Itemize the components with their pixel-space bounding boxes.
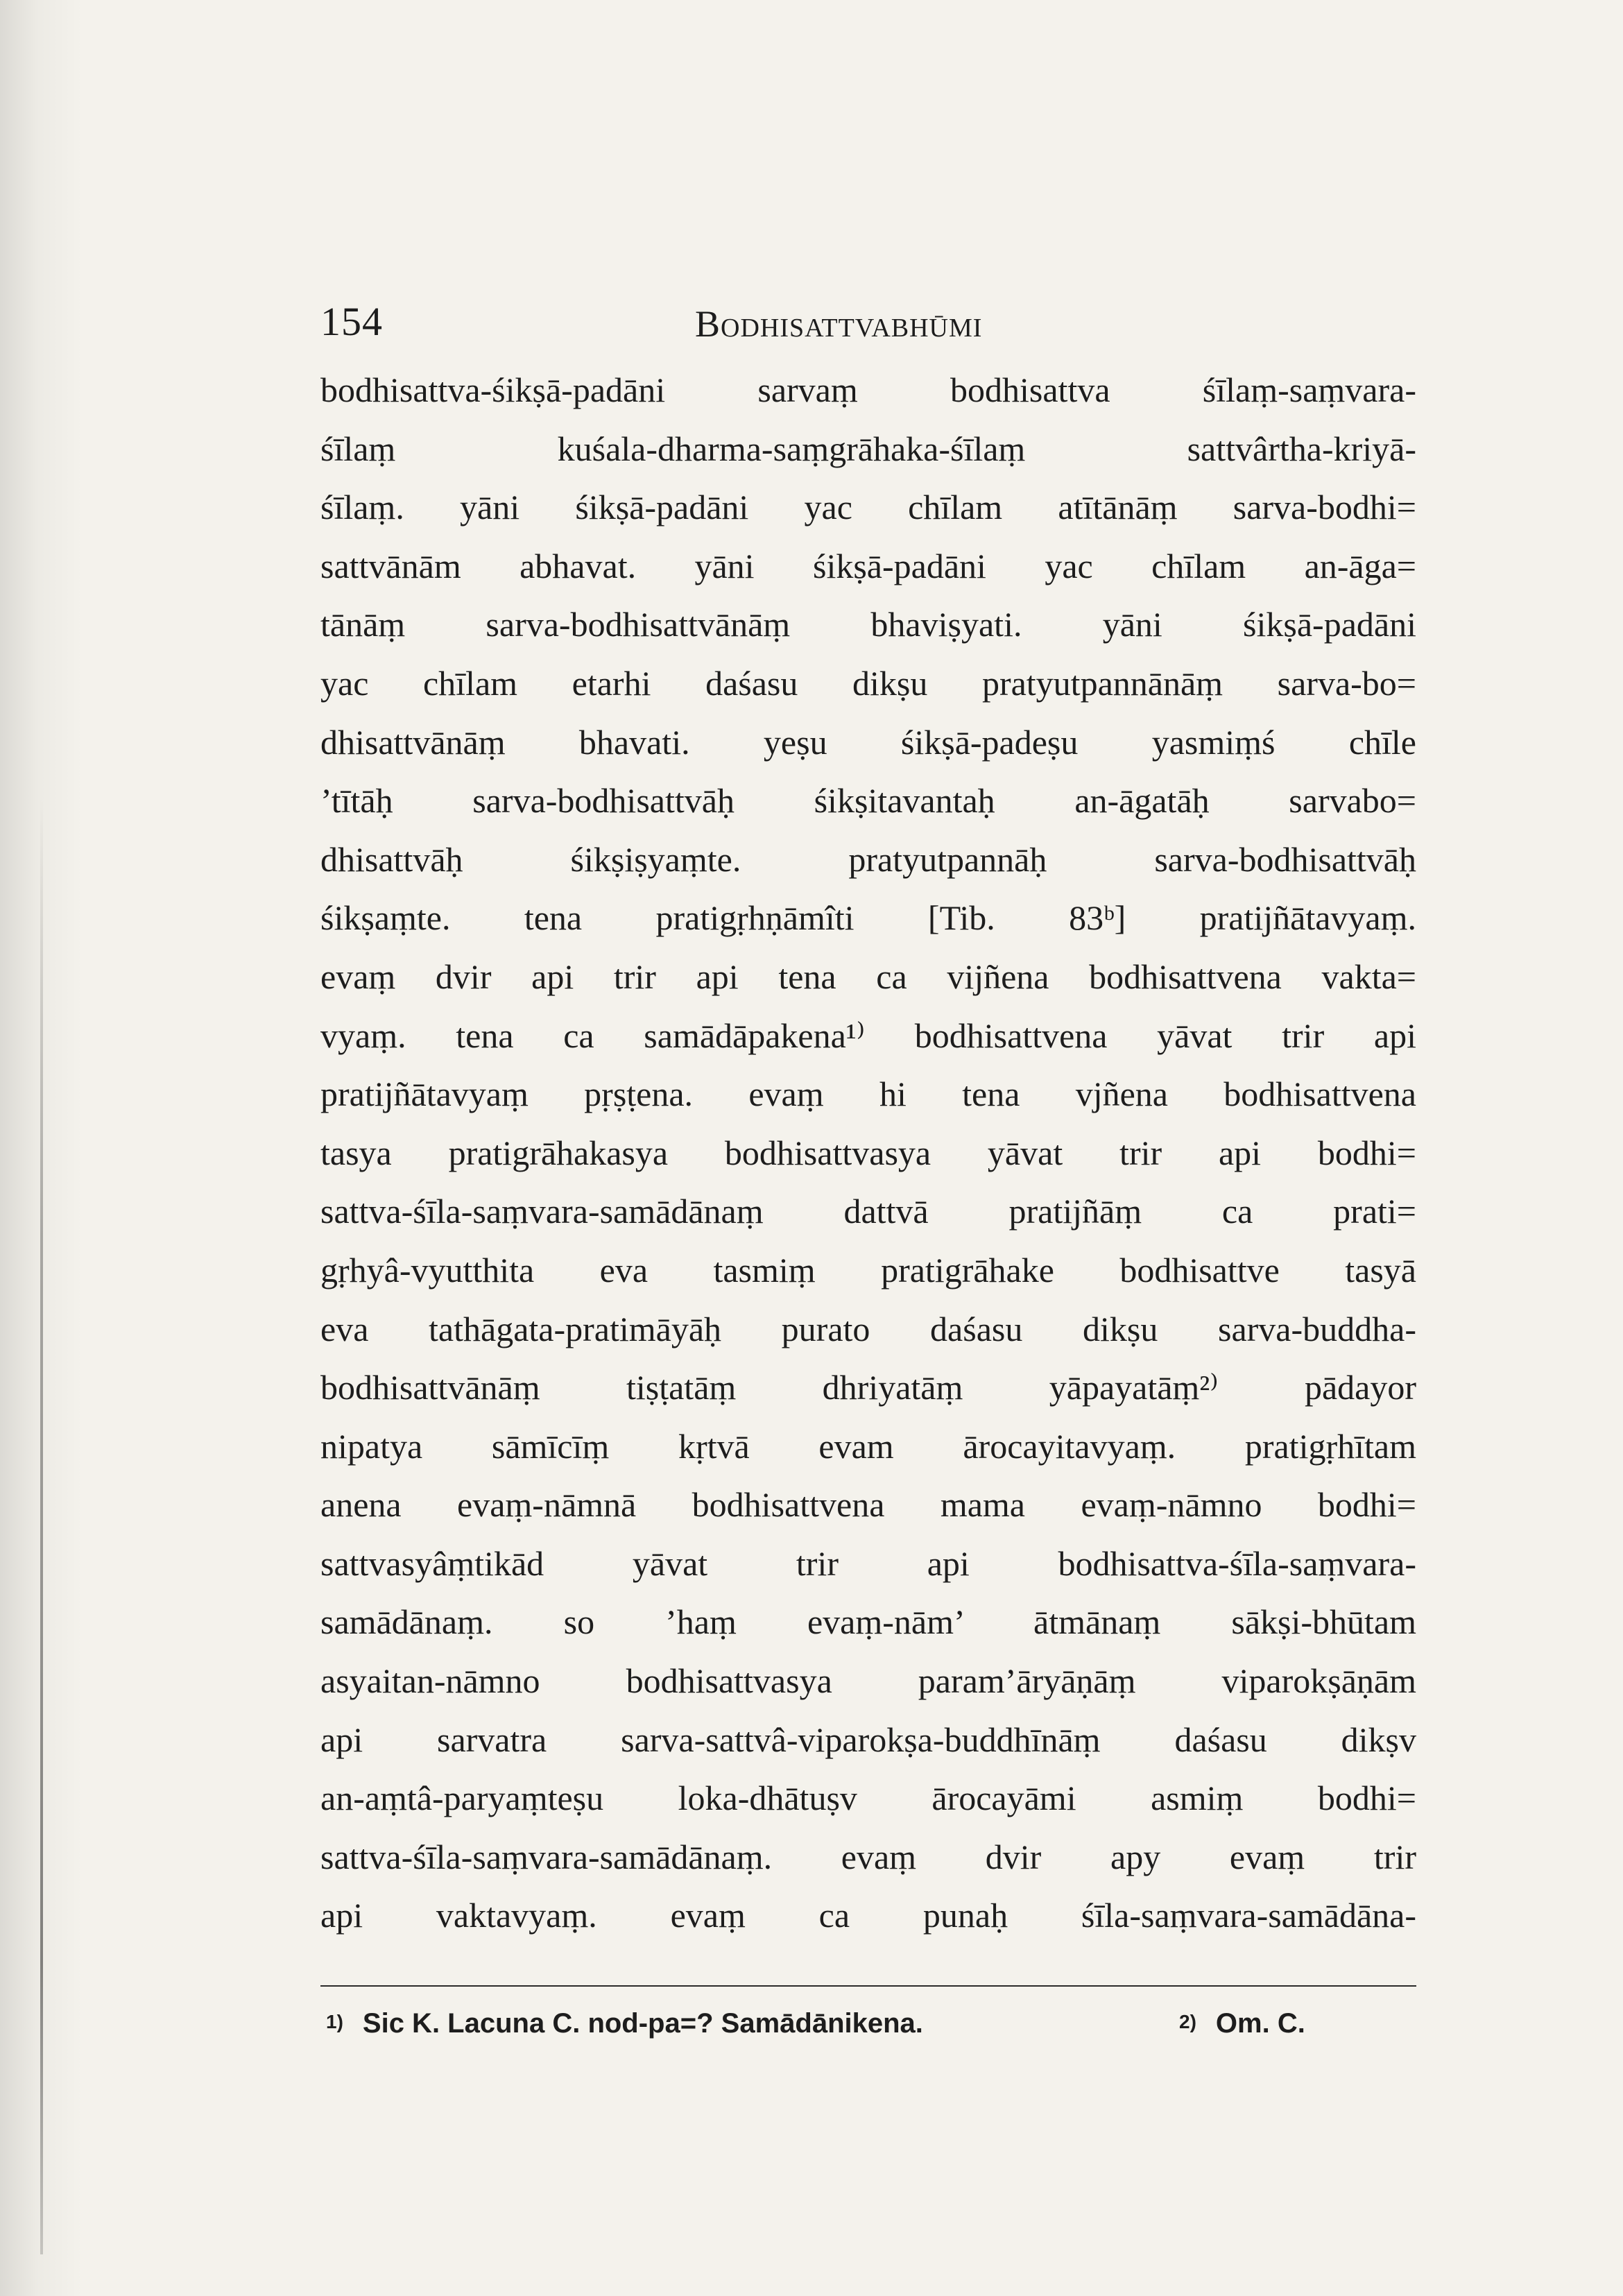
text-line: api vaktavyaṃ. evaṃ ca punaḥ śīla-saṃvara-samādāna- [320, 1896, 1416, 1935]
footnote-marker: 1) [326, 2011, 343, 2032]
text-line: asyaitan-nāmno bodhisattvasya param’āryāṇāṃ viparokṣāṇām [320, 1661, 1416, 1701]
text-line: bodhisattva-śikṣā-padāni sarvaṃ bodhisattva śīlaṃ-saṃvara- [320, 370, 1416, 409]
text-line: sattva-śīla-saṃvara-samādānaṃ. evaṃ dvir apy evaṃ trir [320, 1837, 1416, 1876]
footnote-2 [1179, 1998, 1305, 2048]
text-line: anena evaṃ-nāmnā bodhisattvena mama evaṃ-nāmno bodhi= [320, 1485, 1416, 1525]
text-line: ’tītāḥ sarva-bodhisattvāḥ śikṣitavantaḥ an-āgatāḥ sarvabo= [320, 781, 1416, 821]
text-line: śikṣaṃte. tena pratigṛhṇāmîti [Tib. 83ᵇ] pratijñātavyaṃ. [320, 898, 1416, 938]
text-line: dhisattvānāṃ bhavati. yeṣu śikṣā-padeṣu yasmiṃś chīle [320, 722, 1416, 762]
footnote-1 [326, 1998, 923, 2048]
footnote-divider [320, 1985, 1416, 1987]
gutter-line [40, 798, 43, 2254]
page-number: 154 [320, 299, 383, 344]
text-line: pratijñātavyaṃ pṛṣṭena. evaṃ hi tena vjñena bodhisattvena [320, 1074, 1416, 1114]
text-line: sattvānām abhavat. yāni śikṣā-padāni yac chīlam an-āga= [320, 546, 1416, 585]
text-line: nipatya sāmīcīṃ kṛtvā evam ārocayitavyaṃ. pratigṛhītam [320, 1426, 1416, 1466]
text-line: samādānaṃ. so ’haṃ evaṃ-nām’ ātmānaṃ sākṣi-bhūtam [320, 1602, 1416, 1642]
body-text [320, 361, 1416, 1945]
footnotes [326, 1998, 1415, 2046]
text-line: an-aṃtâ-paryaṃteṣu loka-dhātuṣv ārocayāmi asmiṃ bodhi= [320, 1779, 1416, 1818]
text-line: dhisattvāḥ śikṣiṣyaṃte. pratyutpannāḥ sarva-bodhisattvāḥ [320, 839, 1416, 879]
footnote-marker: 2) [1179, 2011, 1196, 2032]
footnote-text: Om. C. [1215, 2008, 1305, 2039]
text-line: yac chīlam etarhi daśasu dikṣu pratyutpannānāṃ sarva-bo= [320, 663, 1416, 703]
text-line: sattvasyâṃtikād yāvat trir api bodhisattva-śīla-saṃvara- [320, 1543, 1416, 1583]
text-line: eva tathāgata-pratimāyāḥ purato daśasu dikṣu sarva-buddha- [320, 1309, 1416, 1348]
text-line: tasya pratigrāhakasya bodhisattvasya yāvat trir api bodhi= [320, 1133, 1416, 1172]
text-line: evaṃ dvir api trir api tena ca vijñena bodhisattvena vakta= [320, 957, 1416, 996]
text-line: śīlaṃ. yāni śikṣā-padāni yac chīlam atītānāṃ sarva-bodhi= [320, 488, 1416, 527]
text-line: api sarvatra sarva-sattvâ-viparokṣa-buddhīnāṃ daśasu dikṣv [320, 1720, 1416, 1759]
text-line: śīlaṃ kuśala-dharma-saṃgrāhaka-śīlaṃ sattvârtha-kriyā- [320, 429, 1416, 468]
footnote-text: Sic K. Lacuna C. nod-pa=? Samādānikena. [362, 2008, 923, 2039]
text-line: sattva-śīla-saṃvara-samādānaṃ dattvā pratijñāṃ ca prati= [320, 1192, 1416, 1231]
running-title: Bodhisattvabhūmi [695, 303, 983, 345]
text-line: gṛhyâ-vyutthita eva tasmiṃ pratigrāhake bodhisattve tasyā [320, 1250, 1416, 1290]
page-header [320, 298, 1416, 354]
text-line: tānāṃ sarva-bodhisattvānāṃ bhaviṣyati. yāni śikṣā-padāni [320, 605, 1416, 644]
text-line: vyaṃ. tena ca samādāpakena¹⁾ bodhisattvena yāvat trir api [320, 1016, 1416, 1055]
text-line: bodhisattvānāṃ tiṣṭatāṃ dhriyatāṃ yāpayatāṃ²⁾ pādayor [320, 1368, 1416, 1407]
